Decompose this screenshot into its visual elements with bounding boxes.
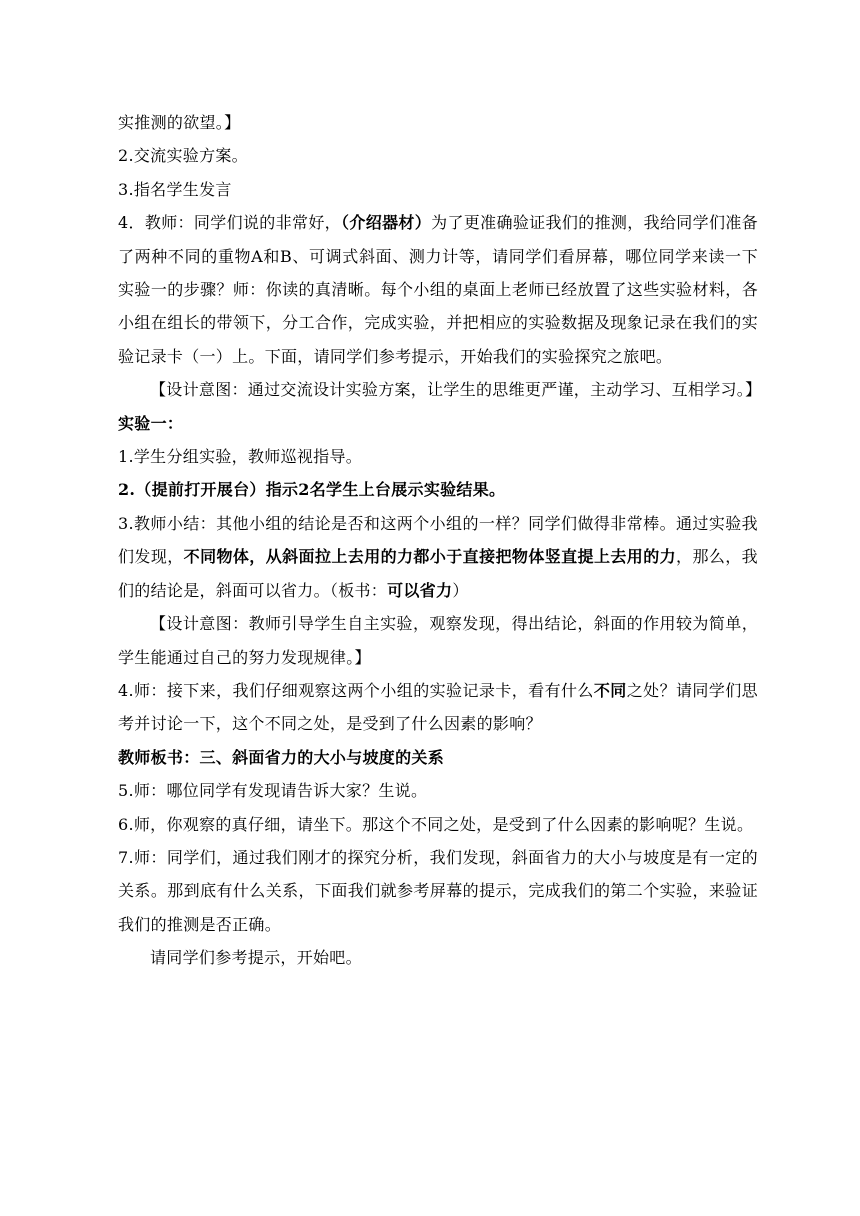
paragraph-step-7: 7.师：同学们，通过我们刚才的探究分析，我们发现，斜面省力的大小与坡度是有一定的关系。那到底有什么关系，下面我们就参考屏幕的提示，完成我们的第二个实验，来验证我们的推测是否正确。 (118, 847, 758, 934)
paragraph-exp1-step-4-observe (118, 674, 758, 741)
text-segment: 之处？请同学们思考并讨论一下，这个不同之处，是受到了什么因素的影响？ (118, 680, 758, 734)
paragraph-step-5: 5.师：哪位同学有发现请告诉大家？生说。 (118, 781, 428, 801)
paragraph-step-2-exchange-plan: 2.交流实验方案。 (118, 146, 248, 166)
text-segment-bold: （介绍器材） (341, 213, 432, 233)
heading-experiment-one: 实验一： (118, 413, 184, 433)
paragraph-step-6: 6.师，你观察的真仔细，请坐下。那这个不同之处，是受到了什么因素的影响呢？生说。 (118, 814, 754, 834)
text-segment: ） (452, 580, 469, 600)
paragraph-design-intent-1: 【设计意图：通过交流设计实验方案，让学生的思维更严谨，主动学习、互相学习。】 (150, 380, 762, 400)
text-segment-bold: 不同物体，从斜面拉上去用的力都小于直接把物体竖直提上去用的力 (183, 547, 677, 567)
paragraph-exp1-step-3-summary (118, 507, 758, 607)
paragraph-exp1-step-1: 1.学生分组实验，教师巡视指导。 (118, 447, 363, 467)
text-segment: 为了更准确验证我们的推测，我给同学们准备了两种不同的重物A和B、可调式斜面、测力计等，请同学们看屏幕，哪位同学来读一下实验一的步骤？师：你读的真清晰。每个小组的桌面上老师已经放置了这些实验材料，各小组在组长的带领下，分工合作，完成实验，并把相应的实验数据及现象记录在我们的实验记录卡（一）上。下面，请同学们参考提示，开始我们的实验探究之旅吧。 (118, 213, 758, 366)
document-body (118, 106, 762, 975)
text-segment: 4．教师：同学们说的非常好， (118, 213, 342, 233)
paragraph-design-intent-2: 【设计意图：教师引导学生自主实验，观察发现，得出结论，斜面的作用较为简单，学生能通过自己的努力发现规律。】 (118, 614, 758, 667)
paragraph-design-intent-end: 实推测的欲望。】 (118, 113, 241, 132)
paragraph-step-3-call-students: 3.指名学生发言 (118, 179, 232, 199)
paragraph-exp1-step-2: 2.（提前打开展台）指示2名学生上台展示实验结果。 (118, 480, 506, 500)
text-segment: 3.教师小结：其他小组的结论是否和这两个小组的一样？同学们做得非常棒。通过实验我们发现， (118, 513, 758, 567)
heading-board-writing: 教师板书：三、斜面省力的大小与坡度的关系 (118, 747, 445, 767)
text-segment-bold: 不同 (593, 680, 627, 700)
paragraph-closing: 请同学们参考提示，开始吧。 (150, 948, 362, 968)
paragraph-step-4-introduce-equipment (118, 206, 758, 373)
text-segment: 4.师：接下来，我们仔细观察这两个小组的实验记录卡，看有什么 (118, 680, 594, 700)
text-segment-bold: 可以省力 (387, 580, 453, 600)
text-segment: ，那么，我们的结论是，斜面可以省力。（板书： (118, 547, 758, 600)
